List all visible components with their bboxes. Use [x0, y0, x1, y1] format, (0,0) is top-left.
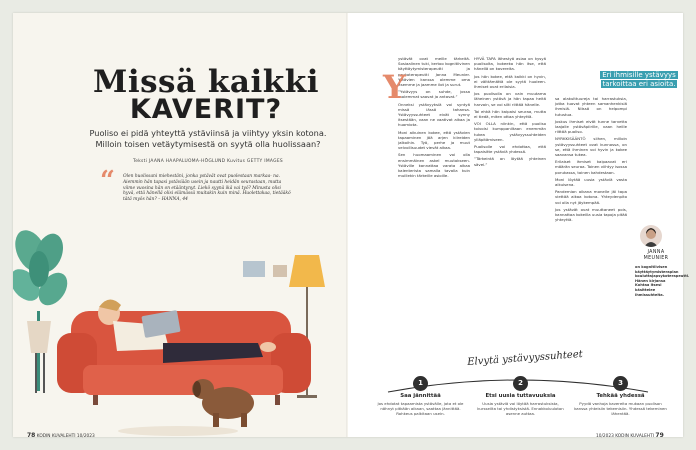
right-column-3: sa alakulttuureja tai harrastuksia, jotka tuovat yhteen samanhenkisiä ihmisiä. Niissä on helpompi tutustua. Joskus ihmiset eivät tunne tarvetta laajalle ystäväpiirille, vaan heille riittää puoliso. NYRKKISÄÄNTÖ siihen, milloin ystävyyssuhteet ovat kunnossa, on se, että ihminen voi hyvin ja kokee saavansa tukea. Erilaiset ihmiset kaipaavat eri määrän seuraa. Toinen viihtyy isossa porukassa, toinen kahdestaan. Moni löytää uusia ystäviä vasta aikuisena. Pandemian aikana monelle jäi tapa viettää aikaa kotona. Yhteydenpito voi olla nyt jäykempää. Jos ystävät ovat muuttaneet pois, kannattaa kokeilla uusia tapoja pitää yhteyttä. [555, 96, 627, 223]
reader-question-quote: Olen huolissani miehestäni, jonka ystävät ovat puolestaan ​​markaa​- na. Aiemmin hän tapasi ystäviään usein ja nautti heidän seurastaan, mutta viime vuosina hän on etääntynyt. Liekö syynä ikä vai työ? Minusta olisi hyvä, että hänellä olisi elämässä muitakin kuin minä. Huolettakaa, tietääkö tätä myös hän? – HANNA, 44 [123, 174, 291, 203]
tip-item-1: 1 Saa jännittää Jos ehdotat tapaamista ystävälle, jota et ole nähnyt pitkään aikaan, saattaa jännittää. Rohkeus palkitaan usein. [373, 376, 468, 416]
right-column-2: HYVÄ TAPA lähestyä asiaa on kysyä puolisolta, kokeeko hän itse, että hänellä on kavereita. Jos hän kokee, että kaikki on hyvin, ei välttämättä ole syytä huoleen. Ihmiset ovat erilaisia. Jos puolisolla on vain muutama läheinen ystävä ja hän tapaa heitä harvoin, se voi silti riittää hänelle. Tai ehkä hän kaipaisi seuraa, mutta ei tiedä, miten ottaa yhteyttä. VOI OLLA niinkin, että puoliso toivoisi kumppaniltaan enemmän tukea ystävyyssuhteiden ylläpitämiseen. Puolisolle voi ehdottaa, että tapaisitte ystäviä yhdessä. ”Tärkeintä on löytää yhteinen sävel.” [474, 56, 546, 167]
byline-credit: Teksti JAANA HAAPALUOMA-HÖGLUND Kuvitus GETTY IMAGES [132, 159, 284, 164]
couch-illustration [13, 193, 348, 437]
folio-left: 78 KODIN KUVALEHTI 10/2023 [27, 432, 95, 439]
headline-line1: Missä kaikki [93, 64, 319, 100]
author-portrait [640, 225, 662, 247]
right-column-1: ystävät ovat meille tärkeitä. Sosiaalinen tuki, kertoo kognitiivinen käyttäytymisterapeutti ja psykoterapeutti Janna Meunier. Ystävien kanssa olemme oma itsemme ja jaamme ilot ja surut. ”Ystävyys on suhde, jossa molemmat saavat ja antavat.” Onneksi ystävyyksiä voi syntyä missä iässä tahansa. Ystävyyssuhteet eivät synny itsestään, vaan ne vaativat aikaa ja huomiota. Moni aikuinen kokee, että ystävien tapaaminen jää arjen kiireiden jalkoihin. Työ, perhe ja muut velvollisuudet vievät aikaa. Sen huomaaminen voi olla ensimmäinen askel muutokseen. Ystäville kannattaa varata aikaa kalenterista samalla tavalla kuin muillekin tärkeille asioille. [398, 56, 470, 179]
left-page [13, 13, 348, 437]
author-name: JANNA MEUNIER [643, 250, 669, 261]
pull-quote: Eri ihmisille ystävyys tarkoittaa eri asioita. [602, 71, 676, 88]
folio-right: 10/2023 KODIN KUVALEHTI 79 [596, 432, 664, 439]
quote-mark-open-icon: “ [100, 166, 115, 196]
lead-paragraph: Puoliso ei pidä yhteyttä ystäviinsä ja viihtyy yksin kotona. Milloin toisen vetäytymisestä on syytä olla huolissaan? [89, 128, 327, 149]
headline-line2: KAVERIT? [129, 94, 283, 125]
drop-cap: Y [383, 68, 406, 106]
author-description: on kognitiivisen käyttäytymisterapian kouluttajapsykoterapeutti. Hänen kirjansa Kohtaa itsesi käsittelee ihmissuhteita. [635, 265, 690, 297]
tip-item-2: 2 Etsi uusia tuttavuuksia Uusia ystäviä voi löytää harrastuksista, kursseilta tai yhdistyksistä. Ennakkoluuloton asenne auttaa. [473, 376, 568, 416]
tip-item-3: 3 Tehkää yhdessä Pyydä vanhoja kavereita mukaan puolison kanssa yhteisiin tekemisiin. Yhdessä tekeminen lähentää. [573, 376, 668, 416]
magazine-spread [13, 13, 690, 437]
tips-heading: Elvytä ystävyyssuhteet [466, 348, 584, 369]
